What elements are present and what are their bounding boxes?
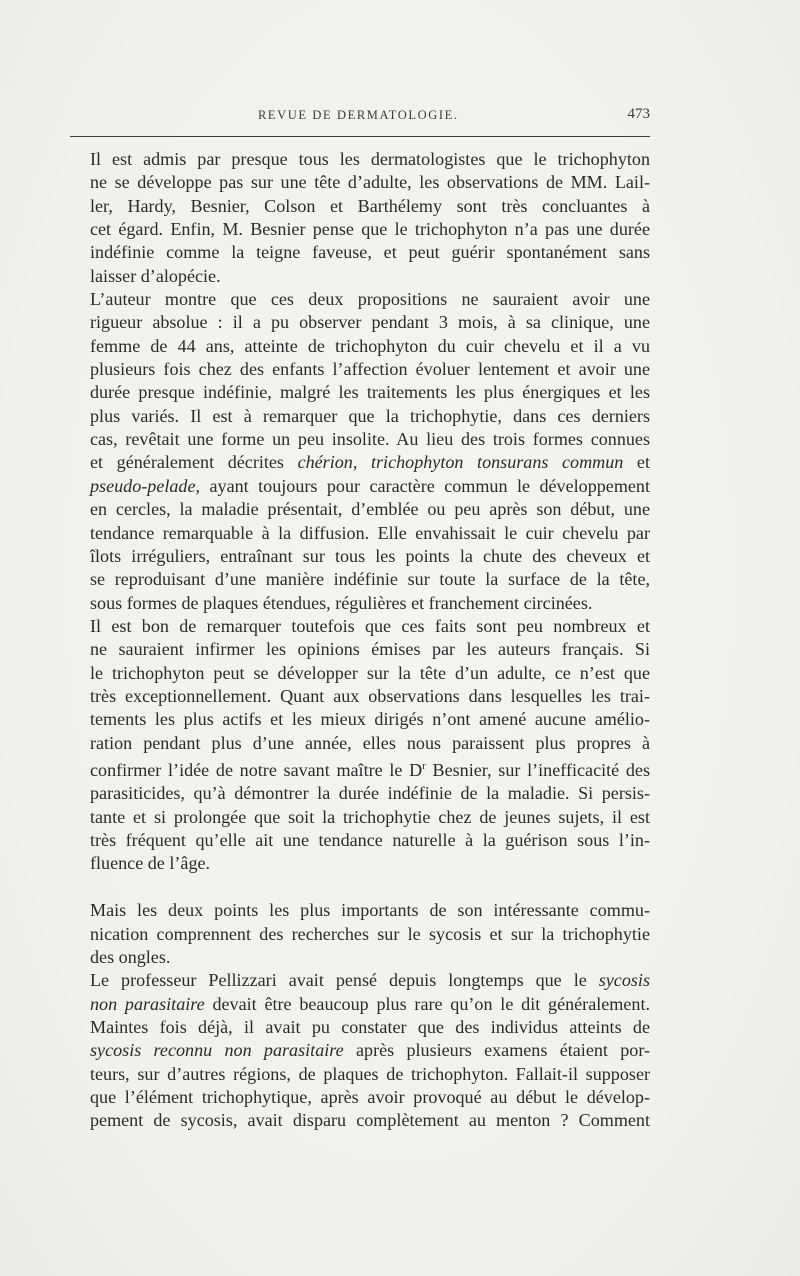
text-segment: ne se développe pas sur une tête d’adulte, les observations de MM. Lail- (90, 172, 650, 193)
text-segment: Il est admis par presque tous les dermatologistes que le trichophyton (90, 149, 650, 169)
text-line (90, 615, 650, 638)
text-line (90, 829, 650, 852)
text-line (90, 568, 650, 591)
text-line (90, 685, 650, 708)
text-segment: tements les plus actifs et les mieux dirigés n’ont amené aucune amélio- (90, 709, 650, 730)
italic-text: non parasitaire (90, 993, 205, 1014)
text-segment: ne sauraient infirmer les opinions émises par les auteurs français. Si (90, 639, 650, 660)
text-segment: durée presque indéfinie, malgré les traitements les plus énergiques et les (90, 382, 650, 403)
text-line (90, 1109, 650, 1132)
text-segment: très exceptionnellement. Quant aux observations dans lesquelles les trai- (90, 685, 650, 706)
page-number: 473 (627, 106, 650, 122)
text-line (90, 946, 650, 969)
paragraph (90, 615, 650, 876)
text-segment: L’auteur montre que ces deux propositions ne sauraient avoir une (90, 289, 650, 310)
italic-text: pseudo-pelade, (90, 475, 201, 496)
text-segment: fluence de l’âge. (90, 853, 211, 874)
text-segment: cas, revêtait une forme un peu insolite. Au lieu des trois formes connues (90, 429, 650, 450)
text-line (90, 852, 650, 875)
text-line (90, 1016, 650, 1039)
running-title: REVUE DE DERMATOLOGIE. (258, 108, 459, 122)
text-segment: des ongles. (90, 946, 171, 967)
text-line (90, 171, 650, 194)
text-line (90, 732, 650, 755)
text-line (90, 662, 650, 685)
text-segment: sous formes de plaques étendues, régulières et franchement circinées. (90, 592, 593, 613)
text-line (90, 708, 650, 731)
paragraph-gap (90, 876, 650, 900)
text-segment: le trichophyton peut se développer sur la tête d’un adulte, ce n’est que (90, 662, 650, 683)
text-line (90, 381, 650, 404)
text-segment: parasiticides, qu’à démontrer la durée indéfinie de la maladie. Si persis- (90, 783, 650, 804)
text-line (90, 358, 650, 381)
text-line (90, 1063, 650, 1086)
text-line (90, 288, 650, 311)
text-segment: indéfinie comme la teigne faveuse, et peut guérir spontanément sans (90, 242, 650, 263)
text-line (90, 969, 650, 992)
text-segment: plus variés. Il est à remarquer que la trichophytie, dans ces derniers (90, 405, 650, 426)
page-header (70, 108, 650, 128)
text-line (90, 993, 650, 1016)
text-line (90, 638, 650, 661)
text-line (90, 806, 650, 829)
text-segment: Mais les deux points les plus importants de son intéressante commu- (90, 900, 650, 921)
text-segment: tendance remarquable à la diffusion. Elle envahissait le cuir chevelu par (90, 522, 650, 543)
text-segment: Maintes fois déjà, il avait pu constater que des individus atteints de (90, 1016, 650, 1037)
header-rule (70, 136, 650, 137)
italic-text: sycosis reconnu non parasitaire (90, 1040, 344, 1061)
paragraph (90, 148, 650, 288)
text-line (90, 311, 650, 334)
text-line (90, 241, 650, 264)
text-segment: ler, Hardy, Besnier, Colson et Barthélemy sont très concluantes à (90, 195, 650, 216)
text-line (90, 1039, 650, 1062)
text-segment: Besnier, sur l’inefficacité des (425, 759, 650, 780)
text-line (90, 335, 650, 358)
text-line (90, 218, 650, 241)
italic-text: sycosis (598, 970, 650, 991)
text-segment: cet égard. Enfin, M. Besnier pense que le trichophyton n’a pas une durée (90, 219, 650, 240)
text-line (90, 923, 650, 946)
text-segment: que l’élément trichophytique, après avoir provoqué au début le dévelop- (90, 1086, 650, 1107)
text-segment: très fréquent qu’elle ait une tendance naturelle à la guérison sous l’in- (90, 830, 650, 850)
text-line (90, 265, 650, 288)
text-segment: se reproduisant d’une manière indéfinie sur toute la surface de la tête, (90, 569, 650, 590)
text-segment: ration pendant plus d’une année, elles nous paraissent plus propres à (90, 732, 650, 753)
text-segment: tante et si prolongée que soit la trichophytie chez de jeunes sujets, il est (90, 806, 650, 827)
superscript-text: r (422, 759, 426, 772)
text-segment: ayant toujours pour caractère commun le développement (200, 475, 650, 496)
text-line (90, 498, 650, 521)
text-segment: laisser d’alopécie. (90, 265, 221, 286)
text-segment: Le professeur Pellizzari avait pensé depuis longtemps que le (90, 970, 599, 991)
text-segment: en cercles, la maladie présentait, d’emblée ou peu après son début, une (90, 499, 650, 520)
paragraph (90, 969, 650, 1132)
text-line (90, 148, 650, 171)
text-line (90, 755, 650, 782)
body-text (90, 148, 650, 1133)
text-line (90, 592, 650, 615)
text-segment: plusieurs fois chez des enfants l’affection évoluer lentement et avoir une (90, 359, 650, 380)
text-segment: femme de 44 ans, atteinte de trichophyton du cuir chevelu et il a vu (90, 335, 650, 356)
text-segment: devait être beaucoup plus rare qu’on le dit généralement. (204, 993, 651, 1014)
text-segment: Il est bon de remarquer toutefois que ces faits sont peu nombreux et (90, 615, 650, 636)
paragraph (90, 899, 650, 969)
text-line (90, 545, 650, 568)
text-segment: îlots irréguliers, entraînant sur tous les points la chute des cheveux et (90, 545, 650, 566)
text-segment: après plusieurs examens étaient por- (343, 1040, 651, 1061)
text-line (90, 899, 650, 922)
text-segment: confirmer l’idée de notre savant maître le D (90, 759, 423, 780)
text-segment: et (623, 452, 650, 473)
text-line (90, 195, 650, 218)
text-segment: rigueur absolue : il a pu observer pendant 3 mois, à sa clinique, une (90, 312, 650, 333)
text-line (90, 782, 650, 805)
italic-text: chérion, trichophyton tonsurans commun (297, 452, 624, 473)
text-line (90, 1086, 650, 1109)
text-line (90, 475, 650, 498)
paragraph (90, 288, 650, 615)
text-line (90, 451, 650, 474)
text-line (90, 428, 650, 451)
text-line (90, 405, 650, 428)
text-segment: et généralement décrites (90, 452, 298, 473)
text-segment: nication comprennent des recherches sur le sycosis et sur la trichophytie (90, 923, 650, 944)
text-segment: teurs, sur d’autres régions, de plaques de trichophyton. Fallait-il supposer (90, 1063, 650, 1084)
text-segment: pement de sycosis, avait disparu complètement au menton ? Comment (90, 1110, 650, 1131)
text-line (90, 522, 650, 545)
